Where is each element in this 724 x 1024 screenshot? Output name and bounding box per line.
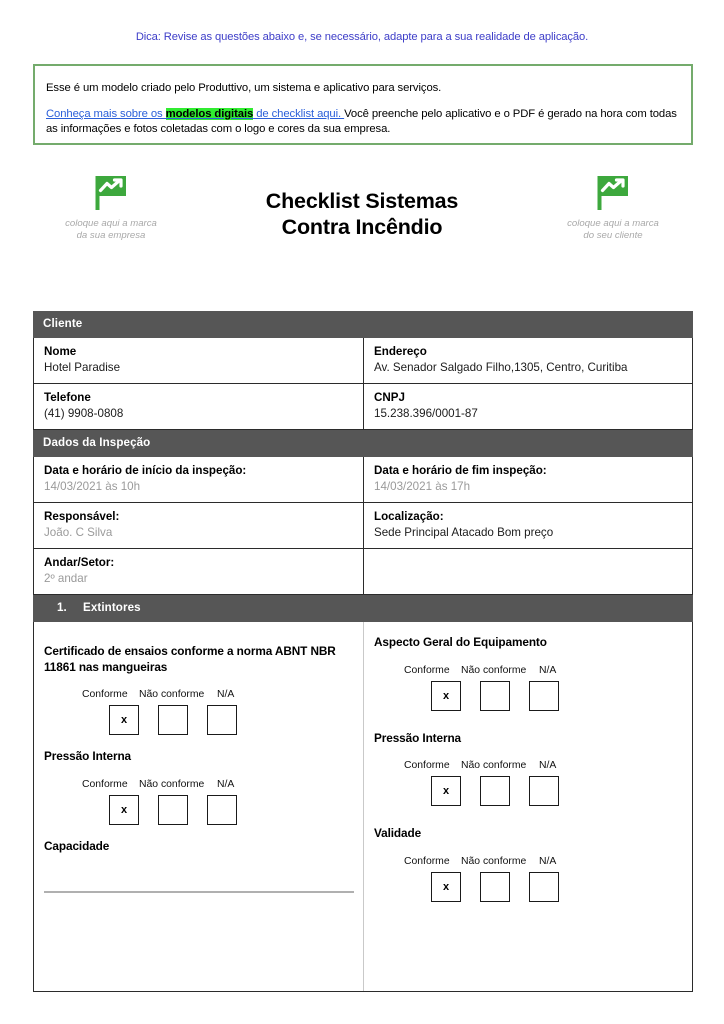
field-label: CNPJ	[374, 391, 405, 404]
table-row	[33, 549, 693, 595]
page-title-line2: Contra Incêndio	[281, 215, 443, 239]
table-row	[33, 338, 693, 384]
field-empty[interactable]	[363, 549, 692, 594]
option-label-na: N/A	[217, 689, 235, 700]
field-label: Andar/Setor:	[44, 556, 115, 569]
checklist-models-link[interactable]	[46, 108, 344, 120]
option-label-conforme: Conforme	[82, 778, 128, 790]
produttivo-flag-logo-icon	[91, 174, 131, 212]
produttivo-flag-logo-icon	[593, 174, 633, 212]
option-group	[374, 856, 682, 902]
checkbox-na[interactable]	[529, 681, 559, 711]
checkbox-conforme[interactable]: x	[109, 795, 139, 825]
field-value: Sede Principal Atacado Bom preço	[374, 526, 554, 539]
extintores-right-column	[363, 622, 692, 991]
question-aspecto-geral	[374, 635, 682, 711]
field-label: Telefone	[44, 391, 91, 404]
link-text-part1: Conheça mais sobre os	[46, 108, 166, 120]
checkbox-row	[82, 795, 353, 825]
checkbox-nao-conforme[interactable]	[480, 776, 510, 806]
option-group	[374, 665, 682, 711]
checkbox-conforme[interactable]: x	[431, 681, 461, 711]
option-labels	[404, 856, 682, 867]
checkbox-row	[404, 776, 682, 806]
company-brand-placeholder[interactable]	[26, 174, 196, 242]
checkbox-nao-conforme[interactable]	[158, 795, 188, 825]
section-number: 1.	[57, 601, 67, 614]
field-andar-setor[interactable]	[34, 549, 363, 594]
option-label-conforme: Conforme	[404, 664, 450, 676]
field-label: Data e horário de fim inspeção:	[374, 464, 547, 477]
field-data-fim[interactable]	[363, 457, 692, 502]
field-label: Endereço	[374, 345, 427, 358]
option-label-conforme: Conforme	[82, 689, 128, 700]
checkbox-na[interactable]	[207, 705, 237, 735]
company-brand-caption-line1: coloque aqui a marca	[65, 218, 157, 229]
page-title-line1: Checklist Sistemas	[265, 189, 459, 213]
field-value: 14/03/2021 às 10h	[44, 480, 141, 493]
table-row	[33, 503, 693, 549]
company-brand-caption-line2: da sua empresa	[76, 230, 146, 241]
info-rest-text: Você preenche pelo aplicativo e o PDF é gerado na hora com todas as informações e fotos coletadas com o logo e cores da sua empresa.	[46, 108, 677, 135]
client-brand-caption-line2: do seu cliente	[583, 230, 643, 241]
client-brand-caption-line1: coloque aqui a marca	[567, 218, 659, 229]
field-value: Hotel Paradise	[44, 361, 121, 374]
checkbox-conforme[interactable]: x	[431, 776, 461, 806]
field-value: 2º andar	[44, 572, 88, 585]
checkbox-na[interactable]	[207, 795, 237, 825]
field-data-inicio[interactable]	[34, 457, 363, 502]
question-title: Capacidade	[44, 838, 110, 853]
field-label: Localização:	[374, 510, 444, 523]
question-pressao-interna-left	[44, 749, 353, 825]
section-header-extintores	[33, 595, 693, 622]
option-label-na: N/A	[539, 664, 557, 676]
capacidade-input-line[interactable]	[44, 891, 354, 893]
option-labels	[404, 665, 682, 676]
option-label-nao-conforme: Não conforme	[139, 778, 205, 790]
checkbox-row	[404, 872, 682, 902]
option-label-conforme: Conforme	[404, 855, 450, 867]
field-endereco[interactable]	[363, 338, 692, 383]
option-label-na: N/A	[217, 778, 235, 790]
section-header-cliente: Cliente	[33, 311, 693, 338]
checkbox-row	[404, 681, 682, 711]
option-label-nao-conforme: Não conforme	[139, 689, 205, 700]
tip-text: Dica: Revise as questões abaixo e, se necessário, adapte para a sua realidade de aplicação.	[135, 31, 589, 43]
checkbox-nao-conforme[interactable]	[480, 681, 510, 711]
checkbox-conforme[interactable]: x	[431, 872, 461, 902]
field-value: 14/03/2021 às 17h	[374, 480, 471, 493]
question-certificado-ensaios	[44, 644, 353, 735]
field-telefone[interactable]	[34, 384, 363, 429]
option-label-nao-conforme: Não conforme	[461, 664, 527, 676]
option-label-conforme: Conforme	[404, 760, 450, 771]
option-group	[44, 779, 353, 825]
question-validade	[374, 826, 682, 902]
client-brand-placeholder[interactable]	[528, 174, 698, 242]
question-title: Pressão Interna	[374, 730, 462, 745]
field-label: Nome	[44, 345, 77, 358]
field-value: Av. Senador Salgado Filho,1305, Centro, Curitiba	[374, 361, 628, 374]
extintores-body	[33, 622, 693, 992]
option-label-nao-conforme: Não conforme	[461, 855, 527, 867]
field-cnpj[interactable]	[363, 384, 692, 429]
question-title: Pressão Interna	[44, 749, 132, 763]
field-nome[interactable]	[34, 338, 363, 383]
section-label: Extintores	[83, 601, 141, 614]
info-line-2	[46, 107, 680, 136]
question-title: Validade	[374, 826, 422, 840]
option-labels	[82, 689, 353, 700]
table-row	[33, 384, 693, 430]
question-title: Certificado de ensaios conforme a norma ABNT NBR 11861 nas mangueiras	[44, 644, 336, 674]
question-pressao-interna-right	[374, 731, 682, 807]
checkbox-na[interactable]	[529, 872, 559, 902]
question-title: Aspecto Geral do Equipamento	[374, 635, 547, 649]
option-labels	[404, 760, 682, 771]
option-labels	[82, 779, 353, 790]
checkbox-nao-conforme[interactable]	[480, 872, 510, 902]
option-label-na: N/A	[539, 855, 557, 867]
checkbox-conforme[interactable]: x	[109, 705, 139, 735]
field-value	[374, 556, 682, 571]
checkbox-nao-conforme[interactable]	[158, 705, 188, 735]
document-header	[0, 168, 724, 268]
checkbox-na[interactable]	[529, 776, 559, 806]
question-capacidade	[44, 839, 353, 894]
link-highlight-text: modelos digitais	[165, 108, 254, 120]
info-callout-box	[33, 64, 693, 145]
section-header-dados-inspecao: Dados da Inspeção	[33, 430, 693, 457]
field-label: Data e horário de início da inspeção:	[44, 464, 247, 477]
option-label-na: N/A	[539, 760, 557, 771]
option-group	[374, 760, 682, 806]
field-localizacao[interactable]	[363, 503, 692, 548]
link-text-part2: de checklist aqui.	[253, 108, 345, 120]
extintores-left-column	[34, 622, 363, 991]
field-value: João. C Silva	[44, 526, 113, 539]
field-value: (41) 9908-0808	[44, 407, 124, 420]
field-label: Responsável:	[44, 510, 120, 523]
field-value: 15.238.396/0001-87	[374, 407, 478, 420]
table-row	[33, 457, 693, 503]
info-line-1: Esse é um modelo criado pelo Produttivo, um sistema e aplicativo para serviços.	[46, 82, 442, 94]
option-group	[44, 689, 353, 735]
page-title	[196, 188, 528, 240]
field-responsavel[interactable]	[34, 503, 363, 548]
checklist-sheet	[33, 311, 693, 992]
option-label-nao-conforme: Não conforme	[461, 760, 527, 771]
checkbox-row	[82, 705, 353, 735]
